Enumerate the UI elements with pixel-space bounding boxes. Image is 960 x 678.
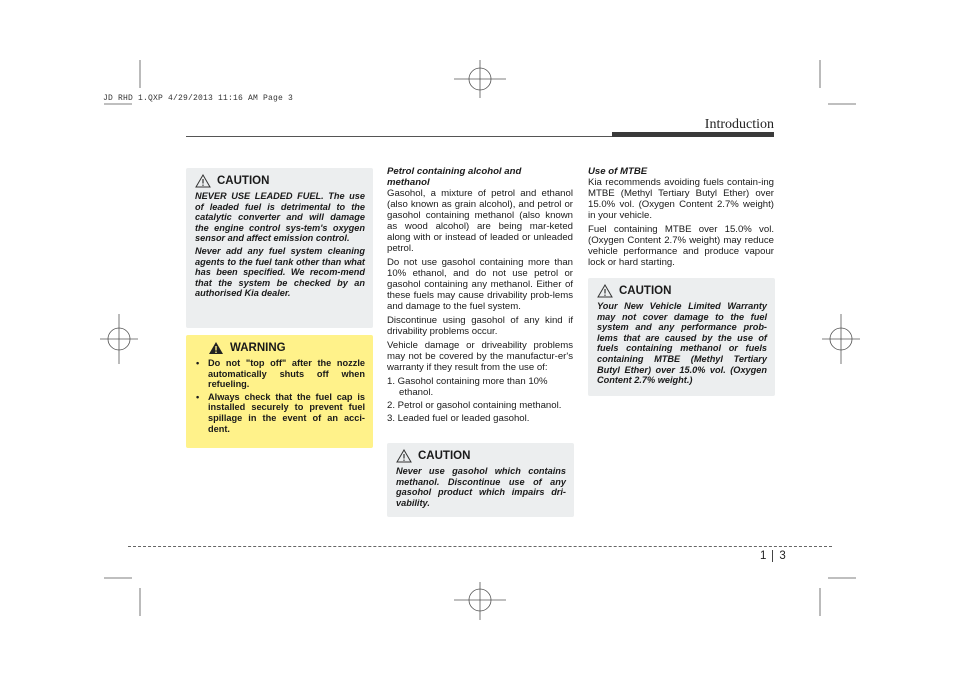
- chapter-number: 1: [760, 550, 767, 562]
- page-number-value: 3: [779, 550, 786, 562]
- registration-mark-bottom: [454, 582, 506, 620]
- caution-heading: [396, 449, 566, 463]
- caution-triangle-icon: [597, 284, 613, 298]
- caution-heading: [195, 174, 365, 188]
- body-paragraph: Discontinue using gasohol of any kind if drivability problems occur.: [387, 315, 573, 337]
- body-paragraph: Kia recommends avoiding fuels contain-ing MTBE (Methyl Tertiary Butyl Ether) over 15.0% vol. (Oxygen Content 2.7% weight) in your vehicle.: [588, 177, 774, 221]
- caution-paragraph: NEVER USE LEADED FUEL. The use of leaded fuel is detrimental to the catalytic converter and will damage the engine control sys-tem's oxygen sensor and affect emission control.: [195, 191, 365, 244]
- caution-paragraph: Never add any fuel system cleaning agents to the fuel tank other than what has been specified. We recom-mend that the system be checked by an authorised Kia dealer.: [195, 245, 365, 299]
- body-paragraph: Fuel containing MTBE over 15.0% vol. (Oxygen Content 2.7% weight) may reduce vehicle performance and produce vapour lock or hard starting.: [588, 224, 774, 268]
- page-number: [760, 550, 786, 562]
- body-paragraph: Vehicle damage or driveability problems may not be covered by the manufactur-er's warranty if they result from the use of:: [387, 340, 573, 373]
- header-bar: [612, 132, 774, 137]
- caution-title: CAUTION: [217, 175, 270, 187]
- fuel-list: [387, 376, 573, 424]
- caution-box-gasohol: [387, 443, 574, 517]
- section-heading: Use of MTBE: [588, 166, 648, 177]
- body-paragraph: Do not use gasohol containing more than 10% ethanol, and do not use petrol or gasohol containing any methanol. Either of these fuels may cause drivability prob-lems and damage to the fuel system.: [387, 257, 573, 312]
- warning-list: [192, 358, 365, 434]
- section-heading: Petrol containing alcohol and methanol: [387, 166, 522, 188]
- footer-rule: [128, 546, 832, 547]
- print-slug: JD RHD 1.QXP 4/29/2013 11:16 AM Page 3: [103, 94, 294, 103]
- section-title: Introduction: [704, 117, 774, 132]
- warning-box-refueling: [186, 335, 373, 448]
- caution-paragraph: Your New Vehicle Limited Warranty may not cover damage to the fuel system and any performance prob-lems that are caused by the use of fuels containing methanol or fuels containing MTBE (Methyl Tertiary Butyl Ether) over 15.0% vol. (Oxygen Content 2.7% weight.): [597, 301, 767, 386]
- body-paragraph: Gasohol, a mixture of petrol and ethanol (also known as grain alcohol), and petrol or gasohol containing methanol (also known as wood alcohol) are being mar-keted along with or instead of leaded or unleaded petrol.: [387, 188, 573, 254]
- registration-mark-left: [100, 314, 138, 364]
- registration-mark-right: [822, 314, 860, 364]
- list-item: 2. Petrol or gasohol containing methanol.: [387, 400, 562, 411]
- mtbe-section: [588, 166, 774, 271]
- warning-heading: [208, 341, 365, 355]
- list-item: 3. Leaded fuel or leaded gasohol.: [387, 413, 530, 424]
- caution-box-leaded-fuel: [186, 168, 373, 328]
- warning-item: • Do not "top off" after the nozzle automatically shuts off when refueling.: [192, 358, 365, 390]
- warning-item: • Always check that the fuel cap is installed securely to prevent fuel spillage in the event of an acci-dent.: [192, 392, 365, 434]
- caution-box-warranty: [588, 278, 775, 396]
- caution-heading: [597, 284, 767, 298]
- registration-mark-top: [454, 60, 506, 98]
- petrol-alcohol-section: [387, 166, 573, 426]
- caution-title: CAUTION: [619, 285, 672, 297]
- caution-triangle-icon: [195, 174, 211, 188]
- caution-paragraph: Never use gasohol which contains methanol. Discontinue use of any gasohol product which impairs dri-vability.: [396, 466, 566, 508]
- list-item: 1. Gasohol containing more than 10% ethanol.: [387, 376, 548, 398]
- page-number-separator: [772, 550, 773, 562]
- warning-triangle-icon: [208, 341, 224, 355]
- caution-title: CAUTION: [418, 450, 471, 462]
- warning-title: WARNING: [230, 342, 286, 354]
- caution-triangle-icon: [396, 449, 412, 463]
